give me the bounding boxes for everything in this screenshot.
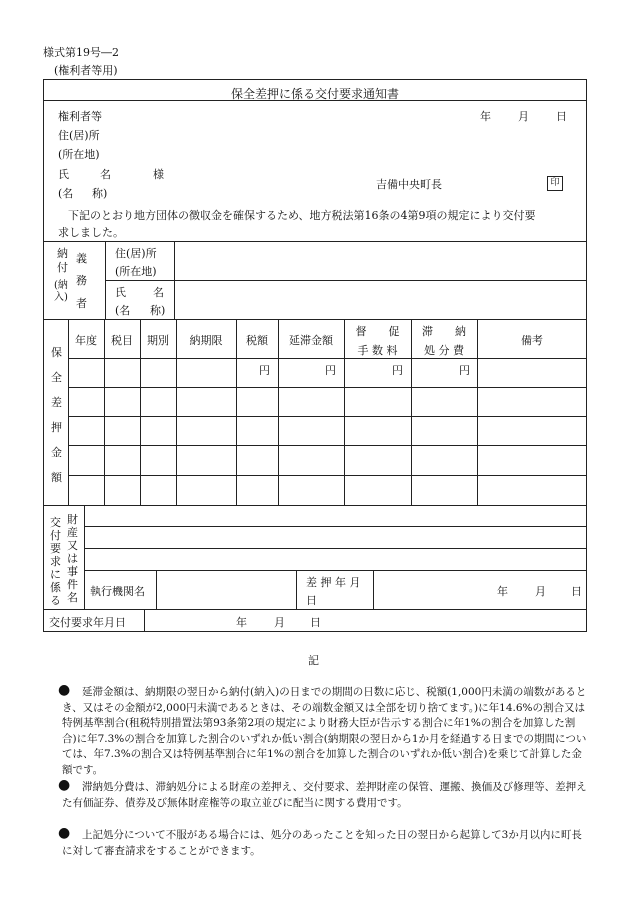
tbl-h-2 bbox=[68, 416, 587, 417]
recipient-address-label: 住(居)所 bbox=[58, 129, 100, 142]
seizure-side-char-4: 金 bbox=[51, 446, 62, 459]
unit-yen-tax: 円 bbox=[259, 364, 270, 377]
obligor-name-label-2: 名 bbox=[153, 286, 164, 299]
req-v-0 bbox=[84, 505, 85, 609]
recipient-location-label: (所在地) bbox=[58, 148, 100, 161]
obligor-side-label-b: (納入) bbox=[54, 280, 68, 303]
request-divider bbox=[43, 609, 587, 610]
obligor-side-label-d: 務 bbox=[76, 274, 87, 287]
request-side-a-6: る bbox=[50, 594, 61, 607]
form-frame bbox=[43, 79, 587, 632]
col-header-reminder-1: 督 促 bbox=[355, 325, 400, 338]
unit-yen-reminder: 円 bbox=[392, 364, 403, 377]
recipient-name-sub-2: 称) bbox=[92, 187, 108, 200]
notes-heading: 記 bbox=[308, 654, 319, 667]
header-date-day: 日 bbox=[556, 110, 567, 123]
table-divider bbox=[43, 505, 587, 506]
obligor-side-label-c: 義 bbox=[76, 252, 87, 265]
note-disposition-cost: 滞納処分費は、滞納処分による財産の差押え、交付要求、差押財産の保管、運搬、換価及び修理等、差押えた有価証券、債券及び無体財産権等の取立並びに配当に関する費用です。 bbox=[62, 781, 587, 809]
col-header-fiscal-year: 年度 bbox=[75, 334, 97, 347]
request-side-b-6: 名 bbox=[67, 591, 78, 604]
header-date-year: 年 bbox=[480, 110, 491, 123]
header-date-month: 月 bbox=[518, 110, 529, 123]
recipient-label: 権利者等 bbox=[58, 110, 102, 123]
document-title: 保全差押に係る交付要求通知書 bbox=[230, 87, 399, 101]
intro-line-2: 求しました。 bbox=[58, 226, 124, 239]
tbl-h-4 bbox=[68, 475, 587, 476]
col-header-disposition-2: 処 分 費 bbox=[424, 344, 464, 357]
intro-line-1: 下記のとおり地方団体の徴収金を確保するため、地方税法第16条の4第9項の規定により交付要 bbox=[68, 209, 536, 222]
seizure-side-char-1: 全 bbox=[51, 371, 62, 384]
note-late-fee: 延滞金額は、納期限の翌日から納付(納入)の日までの期間の日数に応じ、税額(1,000円未満の端数があるとき、又はその金額が2,000円未満であるときは、その端数金額又は全部を切り捨てます。)に年14.6%の割合又は特例基準割合(租税特別措置法第93条第2項の規定により財務大臣が告示する割合に年1%の割合を加算した割合)に年7.3%の割合を加算した割合のいずれか低い割合(納期限の翌日から1か月を経過する日までの期間については、年7.3%の割合又は特例基準割合に年1%の割合を加算した割合のいずれか低い割合)を乗じて計算した金額です。 bbox=[62, 686, 587, 776]
col-header-tax-item: 税目 bbox=[111, 334, 133, 347]
obligor-side-label-e: 者 bbox=[76, 297, 87, 310]
req-v-1 bbox=[156, 570, 157, 609]
col-header-tax-amount: 税額 bbox=[246, 334, 268, 347]
col-header-late-fee: 延滞金額 bbox=[289, 334, 333, 347]
recipient-name-label-1: 氏 bbox=[58, 168, 69, 181]
seizure-side-char-5: 額 bbox=[51, 471, 62, 484]
seizure-side-char-2: 差 bbox=[51, 396, 62, 409]
obligor-divider bbox=[43, 319, 587, 320]
seal-mark: 印 bbox=[547, 176, 563, 191]
req-v-2 bbox=[296, 570, 297, 609]
request-side-a-3: 求 bbox=[50, 555, 61, 568]
obligor-name-label-1: 氏 bbox=[115, 286, 126, 299]
seizure-date-year: 年 bbox=[497, 585, 508, 598]
title-divider bbox=[43, 100, 587, 101]
form-number: 様式第19号―2 bbox=[43, 46, 119, 59]
bullet-icon: ● bbox=[58, 825, 71, 841]
bullet-icon: ● bbox=[58, 777, 71, 793]
seizure-date-day: 日 bbox=[571, 585, 582, 598]
agency-label: 執行機関名 bbox=[90, 585, 145, 598]
request-side-b-0: 財 bbox=[67, 513, 78, 526]
req-h-3 bbox=[84, 570, 587, 571]
obligor-mid-line bbox=[105, 280, 587, 281]
tbl-h-1 bbox=[68, 387, 587, 388]
request-date-month: 月 bbox=[274, 616, 285, 629]
recipient-name-sub-1: (名 bbox=[58, 187, 74, 200]
col-header-period: 期別 bbox=[147, 334, 169, 347]
req-h-1 bbox=[84, 526, 587, 527]
request-date-year: 年 bbox=[236, 616, 247, 629]
seizure-side-char-3: 押 bbox=[51, 421, 62, 434]
obligor-side-label-a: 納付 bbox=[57, 247, 68, 274]
request-side-b-4: 事 bbox=[67, 565, 78, 578]
note-appeal: 上記処分について不服がある場合には、処分のあったことを知った日の翌日から起算して3か月以内に町長に対して審査請求をすることができます。 bbox=[62, 829, 582, 857]
request-date-day: 日 bbox=[310, 616, 321, 629]
col-header-remarks: 備考 bbox=[521, 334, 543, 347]
request-side-b-2: 又 bbox=[67, 539, 78, 552]
request-side-a-4: に bbox=[50, 568, 61, 581]
request-side-a-5: 係 bbox=[50, 581, 61, 594]
obligor-name-sub-1: (名 bbox=[115, 304, 131, 317]
obligor-location-label: (所在地) bbox=[115, 265, 157, 278]
obligor-name-sub-2: 称) bbox=[150, 304, 166, 317]
seizure-date-label-1: 差 押 年 月 bbox=[306, 576, 361, 589]
header-divider bbox=[43, 241, 587, 242]
request-date-label: 交付要求年月日 bbox=[49, 616, 126, 629]
request-side-b-3: は bbox=[67, 552, 78, 565]
seizure-date-label-2: 日 bbox=[306, 594, 317, 607]
seizure-date-month: 月 bbox=[535, 585, 546, 598]
tbl-h-header bbox=[68, 358, 587, 359]
request-side-b-1: 産 bbox=[67, 526, 78, 539]
unit-yen-late-fee: 円 bbox=[325, 364, 336, 377]
recipient-honorific: 様 bbox=[153, 168, 164, 181]
request-side-a-1: 付 bbox=[50, 529, 61, 542]
issuer-name: 吉備中央町長 bbox=[376, 178, 442, 191]
req-h-2 bbox=[84, 548, 587, 549]
col-header-reminder-2: 手 数 料 bbox=[357, 344, 398, 357]
request-side-b-5: 件 bbox=[67, 578, 78, 591]
req-v-3 bbox=[373, 570, 374, 609]
req-date-col-line bbox=[144, 609, 145, 631]
request-side-a-0: 交 bbox=[50, 516, 61, 529]
obligor-address-label: 住(居)所 bbox=[115, 247, 157, 260]
unit-yen-disposition: 円 bbox=[459, 364, 470, 377]
recipient-name-label-2: 名 bbox=[100, 168, 111, 181]
col-header-disposition-1: 滞 納 bbox=[422, 325, 466, 338]
bullet-icon: ● bbox=[58, 682, 71, 698]
col-header-due-date: 納期限 bbox=[189, 334, 223, 347]
request-side-a-2: 要 bbox=[50, 542, 61, 555]
form-variant: (権利者等用) bbox=[54, 64, 118, 77]
seizure-side-char-0: 保 bbox=[51, 346, 62, 359]
tbl-h-3 bbox=[68, 445, 587, 446]
